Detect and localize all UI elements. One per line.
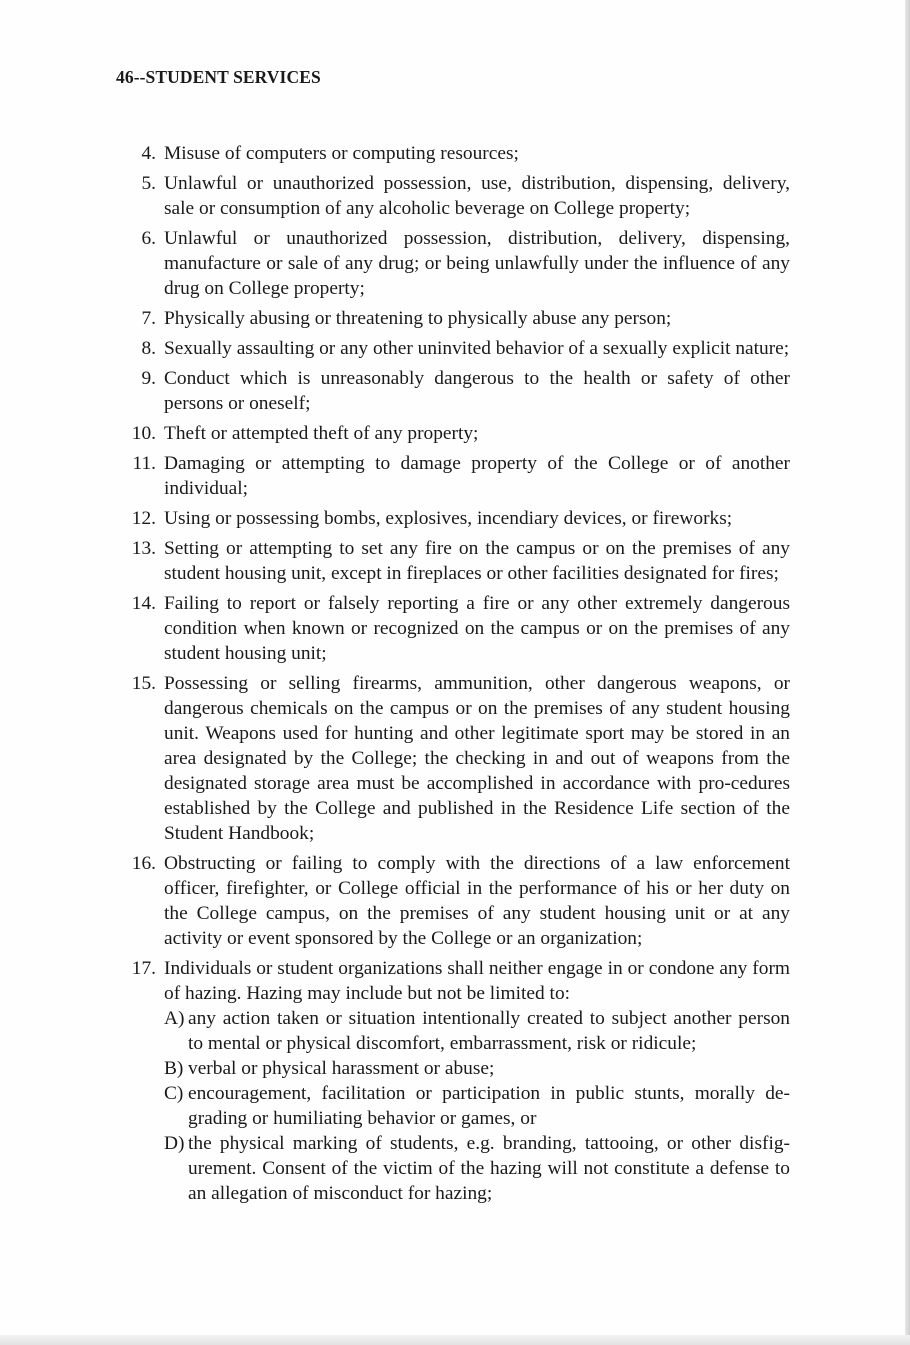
- list-item: [118, 306, 790, 331]
- item-number: 17.: [131, 958, 156, 979]
- sub-item-text: encouragement, facilitation or participation in public stunts, morally de-grading or humiliating behavior or games, or: [188, 1083, 790, 1129]
- list-item: [118, 141, 790, 166]
- item-text: Damaging or attempting to damage property of the College or of another individual;: [164, 453, 790, 499]
- conduct-list: [118, 141, 790, 1211]
- item-text: Possessing or selling firearms, ammunition, other dangerous weapons, or dangerous chemicals on the campus or on the premises of any student housing unit. Weapons used for hunting and other legitimate sport may be stored in an area designated by the College; the checking in and out of weapons from the designated storage area must be accomplished in accordance with pro-cedures established by the College and published in the Residence Life section of the Student Handbook;: [164, 673, 790, 844]
- item-number: 10.: [131, 423, 156, 444]
- item-number: 13.: [131, 538, 156, 559]
- list-item: [118, 451, 790, 501]
- item-text: Theft or attempted theft of any property;: [164, 423, 479, 444]
- item-number: 9.: [141, 368, 156, 389]
- item-text: Individuals or student organizations shall neither engage in or condone any form of hazing. Hazing may include but not be limited to:: [164, 958, 790, 1004]
- item-text: Physically abusing or threatening to physically abuse any person;: [164, 308, 672, 329]
- sub-item-text: verbal or physical harassment or abuse;: [188, 1058, 495, 1079]
- sub-item-letter: B): [164, 1058, 184, 1079]
- sub-item: [164, 1056, 790, 1081]
- item-number: 16.: [131, 853, 156, 874]
- item-number: 6.: [141, 228, 156, 249]
- page-bottom-edge: [0, 1335, 910, 1345]
- list-item: [118, 226, 790, 301]
- sub-item-letter: C): [164, 1083, 184, 1104]
- running-head: 46--STUDENT SERVICES: [116, 67, 321, 87]
- item-text: Using or possessing bombs, explosives, incendiary devices, or fireworks;: [164, 508, 733, 529]
- list-item: [118, 851, 790, 951]
- sub-item-text: any action taken or situation intentionally created to subject another person to mental or physical discomfort, embarrassment, risk or ridicule;: [188, 1008, 790, 1054]
- item-text: Conduct which is unreasonably dangerous to the health or safety of other persons or oneself;: [164, 368, 790, 414]
- list-item: [118, 366, 790, 416]
- item-text: Misuse of computers or computing resources;: [164, 143, 519, 164]
- page-edge-shadow: [905, 0, 910, 1345]
- item-text: Sexually assaulting or any other uninvited behavior of a sexually explicit nature;: [164, 338, 790, 359]
- item-number: 15.: [131, 673, 156, 694]
- item-number: 5.: [141, 173, 156, 194]
- list-item: [118, 956, 790, 1206]
- sub-item-letter: A): [164, 1008, 185, 1029]
- list-item: [118, 421, 790, 446]
- item-text: Unlawful or unauthorized possession, distribution, delivery, dispensing, manufacture or sale of any drug; or being unlawfully under the influence of any drug on College property;: [164, 228, 790, 299]
- item-number: 11.: [132, 453, 156, 474]
- item-text: Setting or attempting to set any fire on the campus or on the premises of any student housing unit, except in fireplaces or other facilities designated for fires;: [164, 538, 790, 584]
- item-number: 4.: [141, 143, 156, 164]
- sub-item: [164, 1131, 790, 1206]
- list-item: [118, 171, 790, 221]
- sub-item-letter: D): [164, 1133, 185, 1154]
- item-number: 7.: [141, 308, 156, 329]
- item-number: 8.: [141, 338, 156, 359]
- item-number: 12.: [131, 508, 156, 529]
- item-text: Failing to report or falsely reporting a fire or any other extremely dangerous condition when known or recognized on the campus or on the premises of any student housing unit;: [164, 593, 790, 664]
- list-item: [118, 336, 790, 361]
- list-item: [118, 591, 790, 666]
- list-item: [118, 506, 790, 531]
- hazing-sublist: [164, 1006, 790, 1206]
- sub-item: [164, 1006, 790, 1056]
- list-item: [118, 671, 790, 846]
- sub-item: [164, 1081, 790, 1131]
- item-number: 14.: [131, 593, 156, 614]
- item-text: Unlawful or unauthorized possession, use, distribution, dispensing, delivery, sale or consumption of any alcoholic beverage on College property;: [164, 173, 790, 219]
- item-text: Obstructing or failing to comply with the directions of a law enforcement officer, firefighter, or College official in the performance of his or her duty on the College campus, on the premises of any student housing unit or at any activity or event sponsored by the College or an organization;: [164, 853, 790, 949]
- list-item: [118, 536, 790, 586]
- sub-item-text: the physical marking of students, e.g. branding, tattooing, or other disfig-urement. Consent of the victim of the hazing will not constitute a defense to an allegation of misconduct for hazing;: [188, 1133, 790, 1204]
